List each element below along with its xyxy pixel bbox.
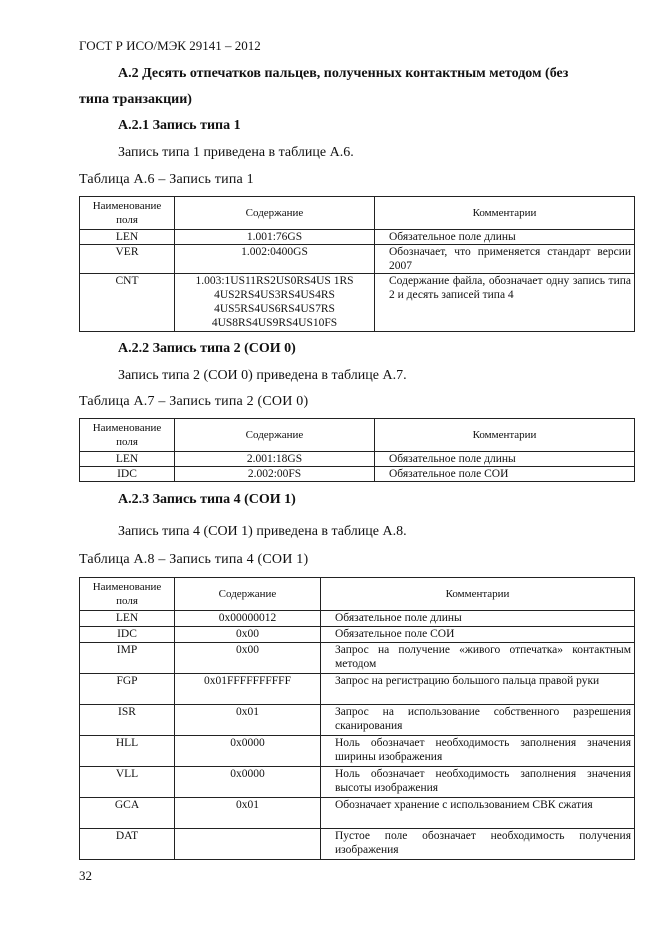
document-header: ГОСТ Р ИСО/МЭК 29141 – 2012	[79, 38, 261, 53]
column-header-name: Наименование поля	[80, 419, 175, 452]
table-a8-caption: Таблица А.8 – Запись типа 4 (СОИ 1)	[79, 552, 309, 567]
field-content: 0x01	[175, 705, 321, 736]
field-comment: Обязательное поле длины	[321, 611, 635, 627]
field-name: DAT	[80, 829, 175, 860]
field-content: 0x00000012	[175, 611, 321, 627]
field-content: 0x00	[175, 627, 321, 643]
table-row	[80, 705, 635, 736]
field-name: LEN	[80, 611, 175, 627]
field-comment: Ноль обозначает необходимость заполнения значения ширины изображения	[321, 736, 635, 767]
field-comment: Запрос на регистрацию большого пальца правой руки	[321, 674, 635, 705]
column-header-comments: Комментарии	[375, 419, 635, 452]
section-a2-title-line2: типа транзакции)	[79, 92, 192, 107]
field-content: 0x01	[175, 798, 321, 829]
section-a2-title-line1: A.2 Десять отпечатков пальцев, полученных контактным методом (без	[118, 66, 569, 81]
table-header-row	[80, 578, 635, 611]
table-a6	[79, 196, 635, 332]
field-content: 0x01FFFFFFFFFF	[175, 674, 321, 705]
table-row	[80, 611, 635, 627]
field-name: IDC	[80, 467, 175, 482]
section-a22-heading: A.2.2 Запись типа 2 (СОИ 0)	[118, 341, 296, 356]
field-name: VER	[80, 245, 175, 274]
field-comment: Обозначает, что применяется стандарт версии 2007	[375, 245, 635, 274]
page-number: 32	[79, 868, 92, 883]
field-name: LEN	[80, 230, 175, 245]
section-a21-paragraph: Запись типа 1 приведена в таблице А.6.	[118, 145, 354, 160]
table-row	[80, 767, 635, 798]
table-a7	[79, 418, 635, 482]
table-a6-caption: Таблица А.6 – Запись типа 1	[79, 172, 254, 187]
table-a7-caption: Таблица А.7 – Запись типа 2 (СОИ 0)	[79, 394, 309, 409]
table-a8	[79, 577, 635, 860]
field-comment: Ноль обозначает необходимость заполнения значения высоты изображения	[321, 767, 635, 798]
field-comment: Обозначает хранение с использованием СВК сжатия	[321, 798, 635, 829]
field-content: 2.001:18GS	[175, 452, 375, 467]
section-a21-heading: A.2.1 Запись типа 1	[118, 118, 241, 133]
field-name: IDC	[80, 627, 175, 643]
field-comment: Запрос на получение «живого отпечатка» контактным методом	[321, 643, 635, 674]
field-content: 0x00	[175, 643, 321, 674]
column-header-comments: Комментарии	[321, 578, 635, 611]
section-a23-heading: A.2.3 Запись типа 4 (СОИ 1)	[118, 492, 296, 507]
field-name: HLL	[80, 736, 175, 767]
field-content: 2.002:00FS	[175, 467, 375, 482]
table-header-row	[80, 197, 635, 230]
field-name: CNT	[80, 274, 175, 332]
field-content: 1.001:76GS	[175, 230, 375, 245]
table-row	[80, 452, 635, 467]
table-row	[80, 736, 635, 767]
table-row	[80, 643, 635, 674]
field-content	[175, 829, 321, 860]
field-comment: Обязательное поле длины	[375, 230, 635, 245]
section-a22-paragraph: Запись типа 2 (СОИ 0) приведена в таблице А.7.	[118, 368, 407, 383]
column-header-content: Содержание	[175, 419, 375, 452]
table-header-row	[80, 419, 635, 452]
field-name: IMP	[80, 643, 175, 674]
column-header-name: Наименование поля	[80, 197, 175, 230]
table-row	[80, 798, 635, 829]
field-comment: Обязательное поле длины	[375, 452, 635, 467]
table-row	[80, 627, 635, 643]
field-content: 1.002:0400GS	[175, 245, 375, 274]
table-row	[80, 674, 635, 705]
field-comment: Обязательное поле СОИ	[375, 467, 635, 482]
column-header-content: Содержание	[175, 578, 321, 611]
table-row	[80, 274, 635, 332]
field-comment: Пустое поле обозначает необходимость получения изображения	[321, 829, 635, 860]
column-header-comments: Комментарии	[375, 197, 635, 230]
section-a23-paragraph: Запись типа 4 (СОИ 1) приведена в таблице А.8.	[118, 524, 407, 539]
field-content: 0x0000	[175, 767, 321, 798]
field-name: VLL	[80, 767, 175, 798]
table-row	[80, 245, 635, 274]
column-header-name: Наименование поля	[80, 578, 175, 611]
field-content: 0x0000	[175, 736, 321, 767]
table-row	[80, 230, 635, 245]
field-comment: Обязательное поле СОИ	[321, 627, 635, 643]
field-name: FGP	[80, 674, 175, 705]
table-row	[80, 467, 635, 482]
field-comment: Запрос на использование собственного разрешения сканирования	[321, 705, 635, 736]
column-header-content: Содержание	[175, 197, 375, 230]
field-name: LEN	[80, 452, 175, 467]
field-name: ISR	[80, 705, 175, 736]
field-name: GCA	[80, 798, 175, 829]
field-content: 1.003:1US11RS2US0RS4US 1RS 4US2RS4US3RS4US4RS 4US5RS4US6RS4US7RS 4US8RS4US9RS4US10FS	[175, 274, 375, 332]
field-comment: Содержание файла, обозначает одну запись типа 2 и десять записей типа 4	[375, 274, 635, 332]
table-row	[80, 829, 635, 860]
